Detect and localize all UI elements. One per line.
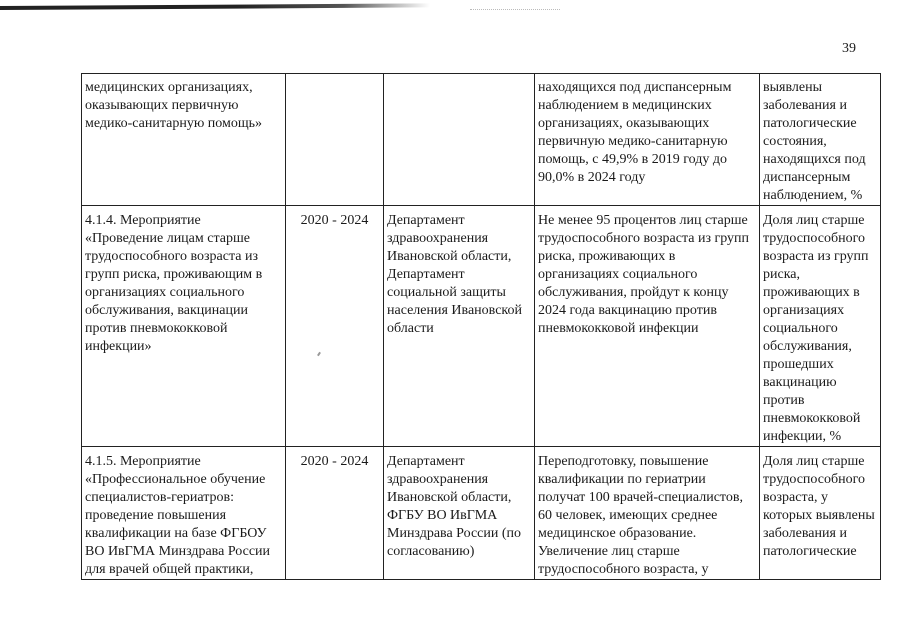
result-cell: Не менее 95 процентов лиц старше трудоспособного возраста из групп риска, проживающих в организациях социального обслуживания, пройдут к концу 2024 года вакцинацию против пневмококковой инфекции <box>535 206 760 447</box>
scan-artifact-line <box>0 3 430 10</box>
indicator-cell: Доля лиц старше трудоспособного возраста из групп риска, проживающих в организациях социального обслуживания, прошедших вакцинацию против пневмококковой инфекции, % <box>760 206 881 447</box>
indicator-cell: Доля лиц старше трудоспособного возраста, у которых выявлены заболевания и патологические <box>760 447 881 580</box>
page-number: 39 <box>842 41 856 56</box>
result-cell: Переподготовку, повышение квалификации по гериатрии получат 100 врачей-специалистов, 60 человек, имеющих среднее медицинское образование. Увеличение лиц старше трудоспособного возраста, у <box>535 447 760 580</box>
measure-cell: 4.1.5. Мероприятие «Профессиональное обучение специалистов-гериатров: проведение повышения квалификации на базе ФГБОУ ВО ИвГМА Минздрава России для врачей общей практики, <box>82 447 286 580</box>
period-cell: 2020 - 2024 <box>286 447 384 580</box>
result-cell: находящихся под диспансерным наблюдением в медицинских организациях, оказывающих первичную медико-санитарную помощь, с 49,9% в 2019 году до 90,0% в 2024 году <box>535 74 760 206</box>
measure-cell: медицинских организациях, оказывающих первичную медико-санитарную помощь» <box>82 74 286 206</box>
table-row <box>82 74 881 206</box>
table-row <box>82 447 881 580</box>
period-cell <box>286 74 384 206</box>
executor-cell: Департамент здравоохранения Ивановской области, ФГБУ ВО ИвГМА Минздрава России (по согласованию) <box>384 447 535 580</box>
executor-cell: Департамент здравоохранения Ивановской области, Департамент социальной защиты населения Ивановской области <box>384 206 535 447</box>
measure-cell: 4.1.4. Мероприятие «Проведение лицам старше трудоспособного возраста из групп риска, проживающим в организациях социального обслуживания, вакцинации против пневмококковой инфекции» <box>82 206 286 447</box>
scan-artifact-dots <box>470 9 560 11</box>
executor-cell <box>384 74 535 206</box>
table-row <box>82 206 881 447</box>
period-cell: 2020 - 2024 <box>286 206 384 447</box>
indicator-cell: выявлены заболевания и патологические состояния, находящихся под диспансерным наблюдением, % <box>760 74 881 206</box>
measures-table <box>81 73 881 580</box>
